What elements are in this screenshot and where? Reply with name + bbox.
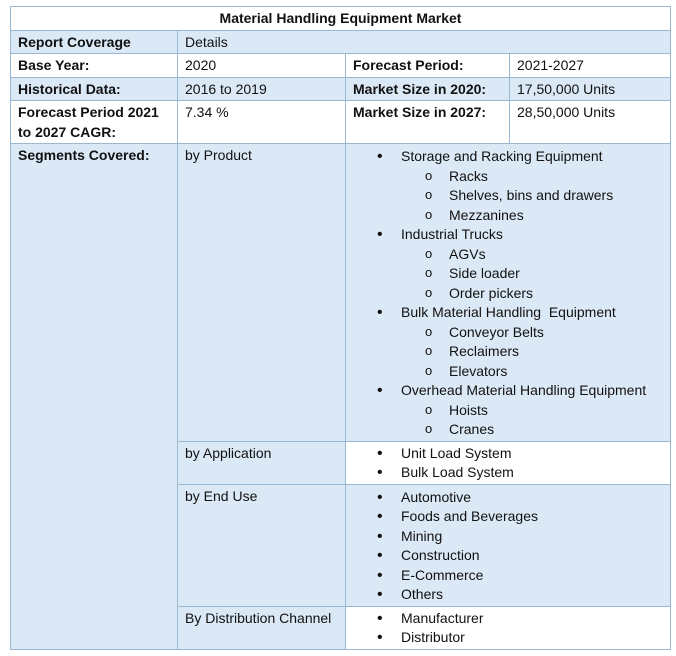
segments-product-row — [11, 144, 671, 442]
list-item: • Bulk Load System — [353, 463, 663, 483]
list-item: • Construction — [353, 546, 663, 566]
list-item: o Side loader — [353, 264, 663, 284]
list-item: o Hoists — [353, 401, 663, 421]
base-year-label: Base Year: — [11, 54, 178, 78]
forecast-period-label: Forecast Period: — [346, 54, 510, 78]
forecast-period-value: 2021-2027 — [510, 54, 671, 78]
end-use-list — [353, 488, 663, 605]
historical-data-label: Historical Data: — [11, 77, 178, 101]
historical-data-row — [11, 77, 671, 101]
by-end-use-list-cell — [346, 484, 671, 606]
product-sub-list — [401, 323, 663, 382]
list-item: o Racks — [353, 167, 663, 187]
list-item: o Shelves, bins and drawers — [353, 186, 663, 206]
report-table-container — [10, 6, 670, 650]
list-item: • E-Commerce — [353, 566, 663, 586]
list-item: • Automotive — [353, 488, 663, 508]
title-row — [11, 7, 671, 31]
list-item — [353, 381, 663, 440]
base-year-value: 2020 — [178, 54, 346, 78]
product-sub-list — [401, 245, 663, 304]
base-year-row — [11, 54, 671, 78]
table-title: Material Handling Equipment Market — [11, 7, 671, 31]
distribution-list — [353, 609, 663, 648]
market-size-2020-value: 17,50,000 Units — [510, 77, 671, 101]
market-size-2027-label: Market Size in 2027: — [346, 101, 510, 144]
list-item: o AGVs — [353, 245, 663, 265]
report-coverage-row — [11, 30, 671, 54]
list-item — [353, 225, 663, 303]
list-item: o Elevators — [353, 362, 663, 382]
report-coverage-value: Details — [178, 30, 671, 54]
list-item: • Foods and Beverages — [353, 507, 663, 527]
application-list — [353, 444, 663, 483]
list-item: o Cranes — [353, 420, 663, 440]
cagr-label: Forecast Period 2021 to 2027 CAGR: — [11, 101, 178, 144]
by-application-list-cell — [346, 441, 671, 484]
cagr-value: 7.34 % — [178, 101, 346, 144]
by-end-use-label: by End Use — [178, 484, 346, 606]
list-item: • Manufacturer — [353, 609, 663, 629]
market-size-2020-label: Market Size in 2020: — [346, 77, 510, 101]
report-coverage-label: Report Coverage — [11, 30, 178, 54]
by-product-list-cell — [346, 144, 671, 442]
list-item: • Unit Load System — [353, 444, 663, 464]
market-report-table — [10, 6, 671, 650]
product-sub-list — [401, 167, 663, 226]
by-application-label: by Application — [178, 441, 346, 484]
list-item: • Others — [353, 585, 663, 605]
list-item — [353, 147, 663, 225]
cagr-row — [11, 101, 671, 144]
list-item: • Distributor — [353, 628, 663, 648]
product-sub-list — [401, 401, 663, 440]
by-distribution-channel-label: By Distribution Channel — [178, 606, 346, 649]
product-group-name: Industrial Trucks — [401, 226, 503, 242]
product-group-name: Overhead Material Handling Equipment — [401, 382, 647, 398]
list-item: o Order pickers — [353, 284, 663, 304]
by-distribution-list-cell — [346, 606, 671, 649]
list-item: o Mezzanines — [353, 206, 663, 226]
product-group-list — [353, 147, 663, 440]
historical-data-value: 2016 to 2019 — [178, 77, 346, 101]
market-size-2027-value: 28,50,000 Units — [510, 101, 671, 144]
product-group-name: Storage and Racking Equipment — [401, 148, 603, 164]
list-item: o Conveyor Belts — [353, 323, 663, 343]
product-group-name: Bulk Material Handling Equipment — [401, 304, 616, 320]
segments-covered-label: Segments Covered: — [11, 144, 178, 650]
list-item: • Mining — [353, 527, 663, 547]
by-product-label: by Product — [178, 144, 346, 442]
list-item — [353, 303, 663, 381]
list-item: o Reclaimers — [353, 342, 663, 362]
